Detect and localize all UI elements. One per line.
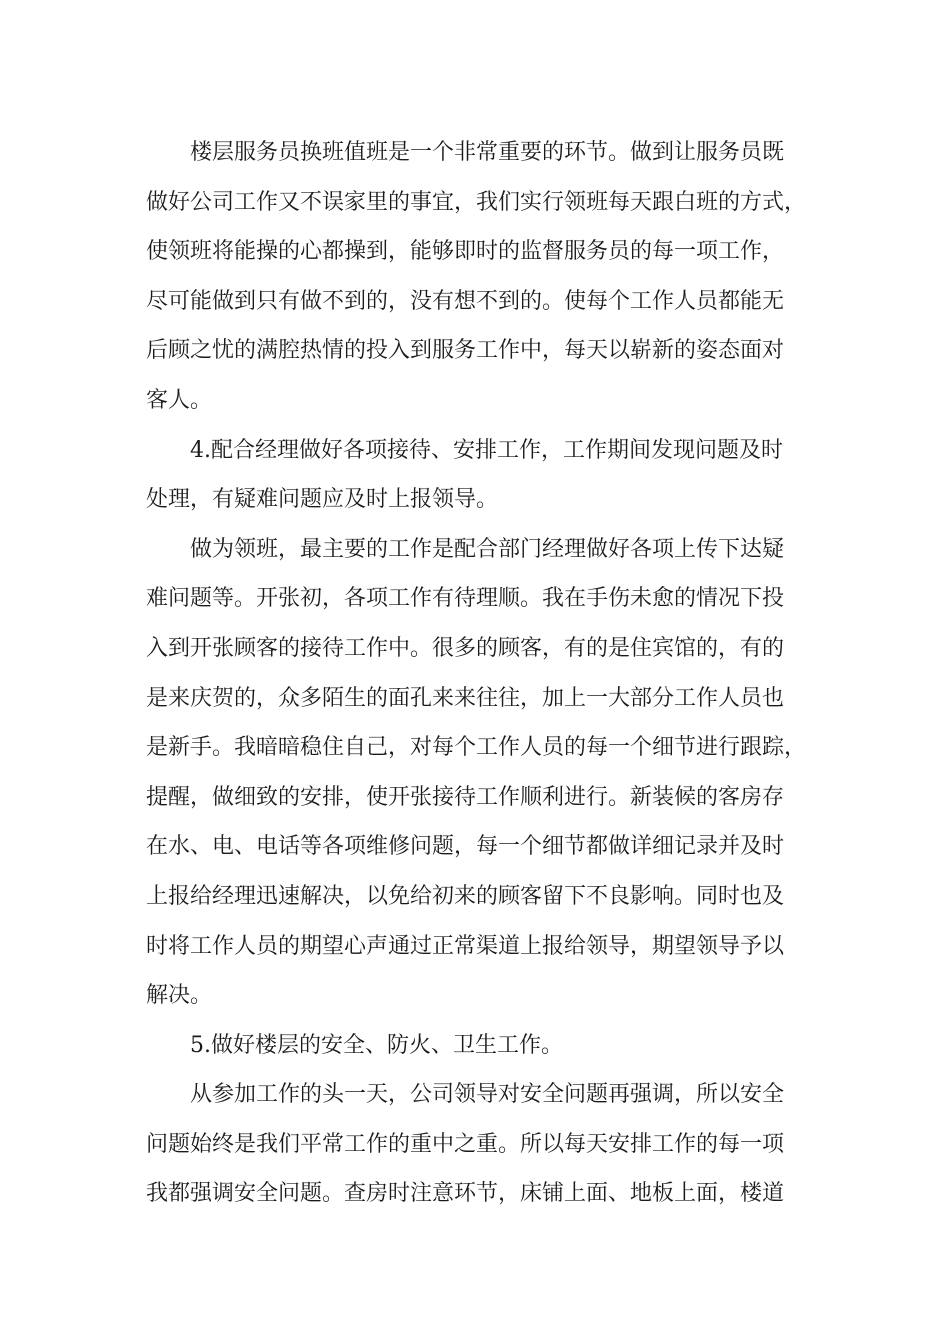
text-line: 后顾之忧的满腔热情的投入到服务工作中，每天以崭新的姿态面对 bbox=[146, 338, 785, 364]
text-line: 是来庆贺的，众多陌生的面孔来来往往，加上一大部分工作人员也 bbox=[146, 685, 785, 711]
text-line: 难问题等。开张初，各项工作有待理顺。我在手伤未愈的情况下投 bbox=[146, 586, 785, 612]
text-line: 做为领班，最主要的工作是配合部门经理做好各项上传下达疑 bbox=[190, 536, 785, 562]
text-line: 客人。 bbox=[146, 387, 213, 413]
text-line: 解决。 bbox=[146, 983, 213, 1009]
text-line: 使领班将能操的心都操到，能够即时的监督服务员的每一项工作， bbox=[146, 239, 785, 265]
text-line: 从参加工作的头一天，公司领导对安全问题再强调，所以安全 bbox=[190, 1082, 785, 1108]
text-line: 上报给经理迅速解决，以免给初来的顾客留下不良影响。同时也及 bbox=[146, 883, 785, 909]
text-line: 4.配合经理做好各项接待、安排工作，工作期间发现问题及时 bbox=[190, 437, 783, 463]
text-line: 尽可能做到只有做不到的，没有想不到的。使每个工作人员都能无 bbox=[146, 288, 785, 314]
text-line: 做好公司工作又不误家里的事宜，我们实行领班每天跟白班的方式， bbox=[146, 189, 807, 215]
text-line: 处理，有疑难问题应及时上报领导。 bbox=[146, 487, 499, 513]
text-line: 是新手。我暗暗稳住自己，对每个工作人员的每一个细节进行跟踪， bbox=[146, 735, 807, 761]
text-line: 楼层服务员换班值班是一个非常重要的环节。做到让服务员既 bbox=[190, 140, 785, 165]
text-line: 在水、电、电话等各项维修问题，每一个细节都做详细记录并及时 bbox=[146, 834, 785, 860]
text-line: 我都强调安全问题。查房时注意环节，床铺上面、地板上面，楼道 bbox=[146, 1181, 785, 1207]
text-line: 提醒，做细致的安排，使开张接待工作顺利进行。新装候的客房存 bbox=[146, 784, 785, 810]
document-body bbox=[146, 128, 808, 1219]
text-line: 问题始终是我们平常工作的重中之重。所以每天安排工作的每一项 bbox=[146, 1131, 785, 1157]
text-line: 时将工作人员的期望心声通过正常渠道上报给领导，期望领导予以 bbox=[146, 933, 785, 959]
text-line: 入到开张顾客的接待工作中。很多的顾客，有的是住宾馆的，有的 bbox=[146, 635, 785, 661]
text-line: 5.做好楼层的安全、防火、卫生工作。 bbox=[190, 1032, 563, 1058]
